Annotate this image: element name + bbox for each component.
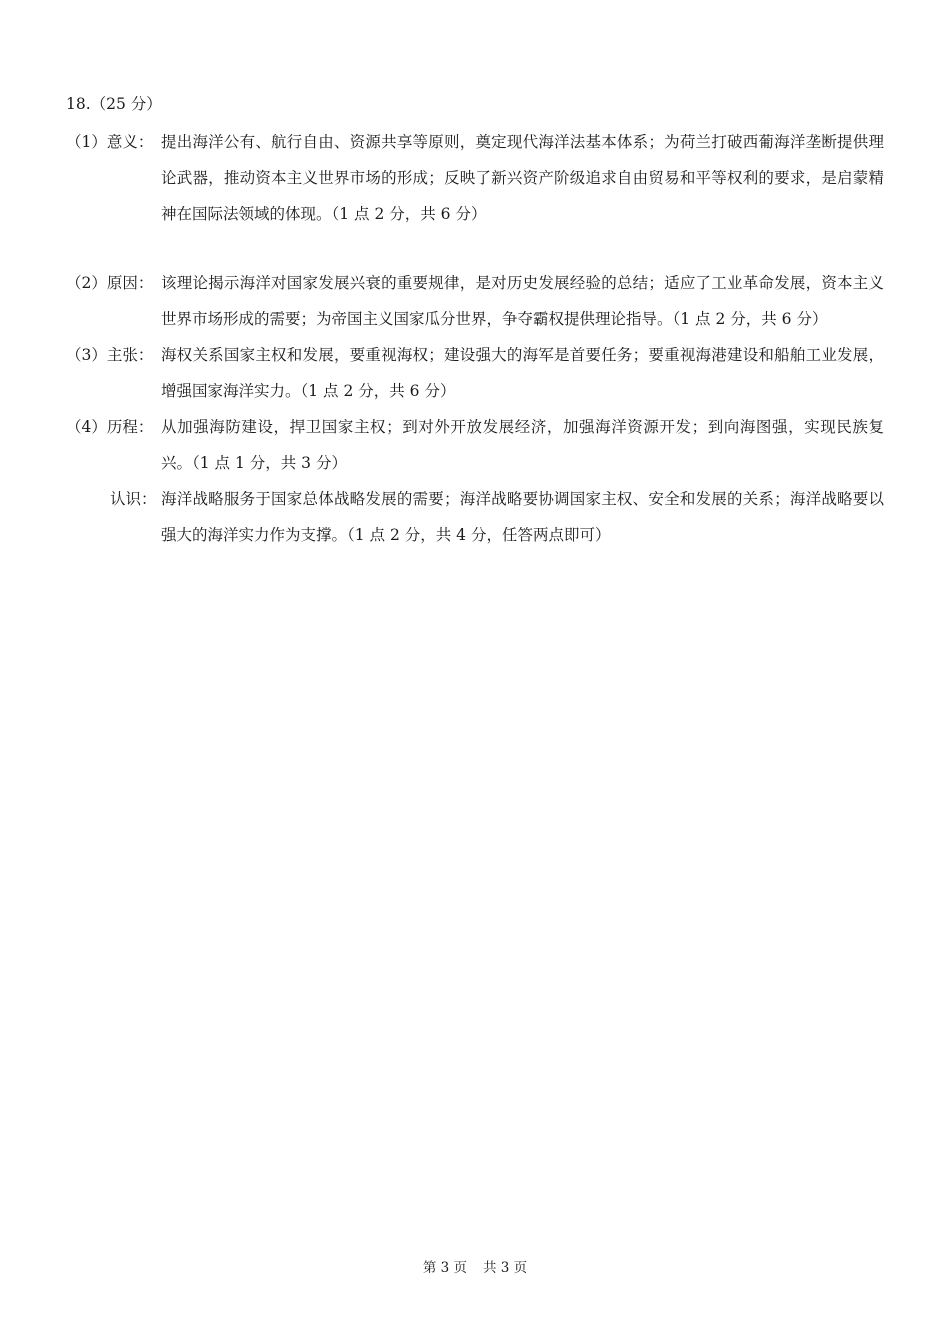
item-text: 提出海洋公有、航行自由、资源共享等原则，奠定现代海洋法基本体系；为荷兰打破西葡海洋垄断提供理论武器，推动资本主义世界市场的形成；反映了新兴资产阶级追求自由贸易和平等权利的要求，是启蒙精神在国际法领域的体现。（1 点 2 分，共 6 分） — [161, 133, 884, 223]
item-label: 认识： — [110, 490, 157, 508]
item-label: （3）主张： — [66, 346, 154, 364]
page-number: 第 3 页 — [422, 1260, 467, 1276]
page-total: 共 3 页 — [483, 1260, 528, 1276]
page-footer — [0, 1259, 950, 1277]
answer-item-reasons — [66, 265, 884, 337]
answer-item-proposition — [66, 337, 884, 409]
item-text: 海权关系国家主权和发展，要重视海权；建设强大的海军是首要任务；要重视海港建设和船舶工业发展，增强国家海洋实力。（1 点 2 分，共 6 分） — [161, 346, 884, 400]
answer-item-significance — [66, 124, 884, 232]
item-label: （1）意义： — [66, 133, 154, 151]
answer-item-history — [66, 409, 884, 481]
item-text: 从加强海防建设，捍卫国家主权；到对外开放发展经济，加强海洋资源开发；到向海图强，实现民族复兴。（1 点 1 分，共 3 分） — [161, 418, 884, 472]
question-title: 18.（25 分） — [66, 95, 162, 113]
answer-item-understanding — [66, 481, 884, 553]
item-label: （2）原因： — [66, 274, 154, 292]
item-label: （4）历程： — [66, 418, 154, 436]
item-text: 海洋战略服务于国家总体战略发展的需要；海洋战略要协调国家主权、安全和发展的关系；海洋战略要以强大的海洋实力作为支撑。（1 点 2 分，共 4 分，任答两点即可） — [161, 490, 884, 544]
item-text: 该理论揭示海洋对国家发展兴衰的重要规律，是对历史发展经验的总结；适应了工业革命发展，资本主义世界市场形成的需要；为帝国主义国家瓜分世界，争夺霸权提供理论指导。（1 点 2 分，共 6 分） — [161, 274, 884, 328]
